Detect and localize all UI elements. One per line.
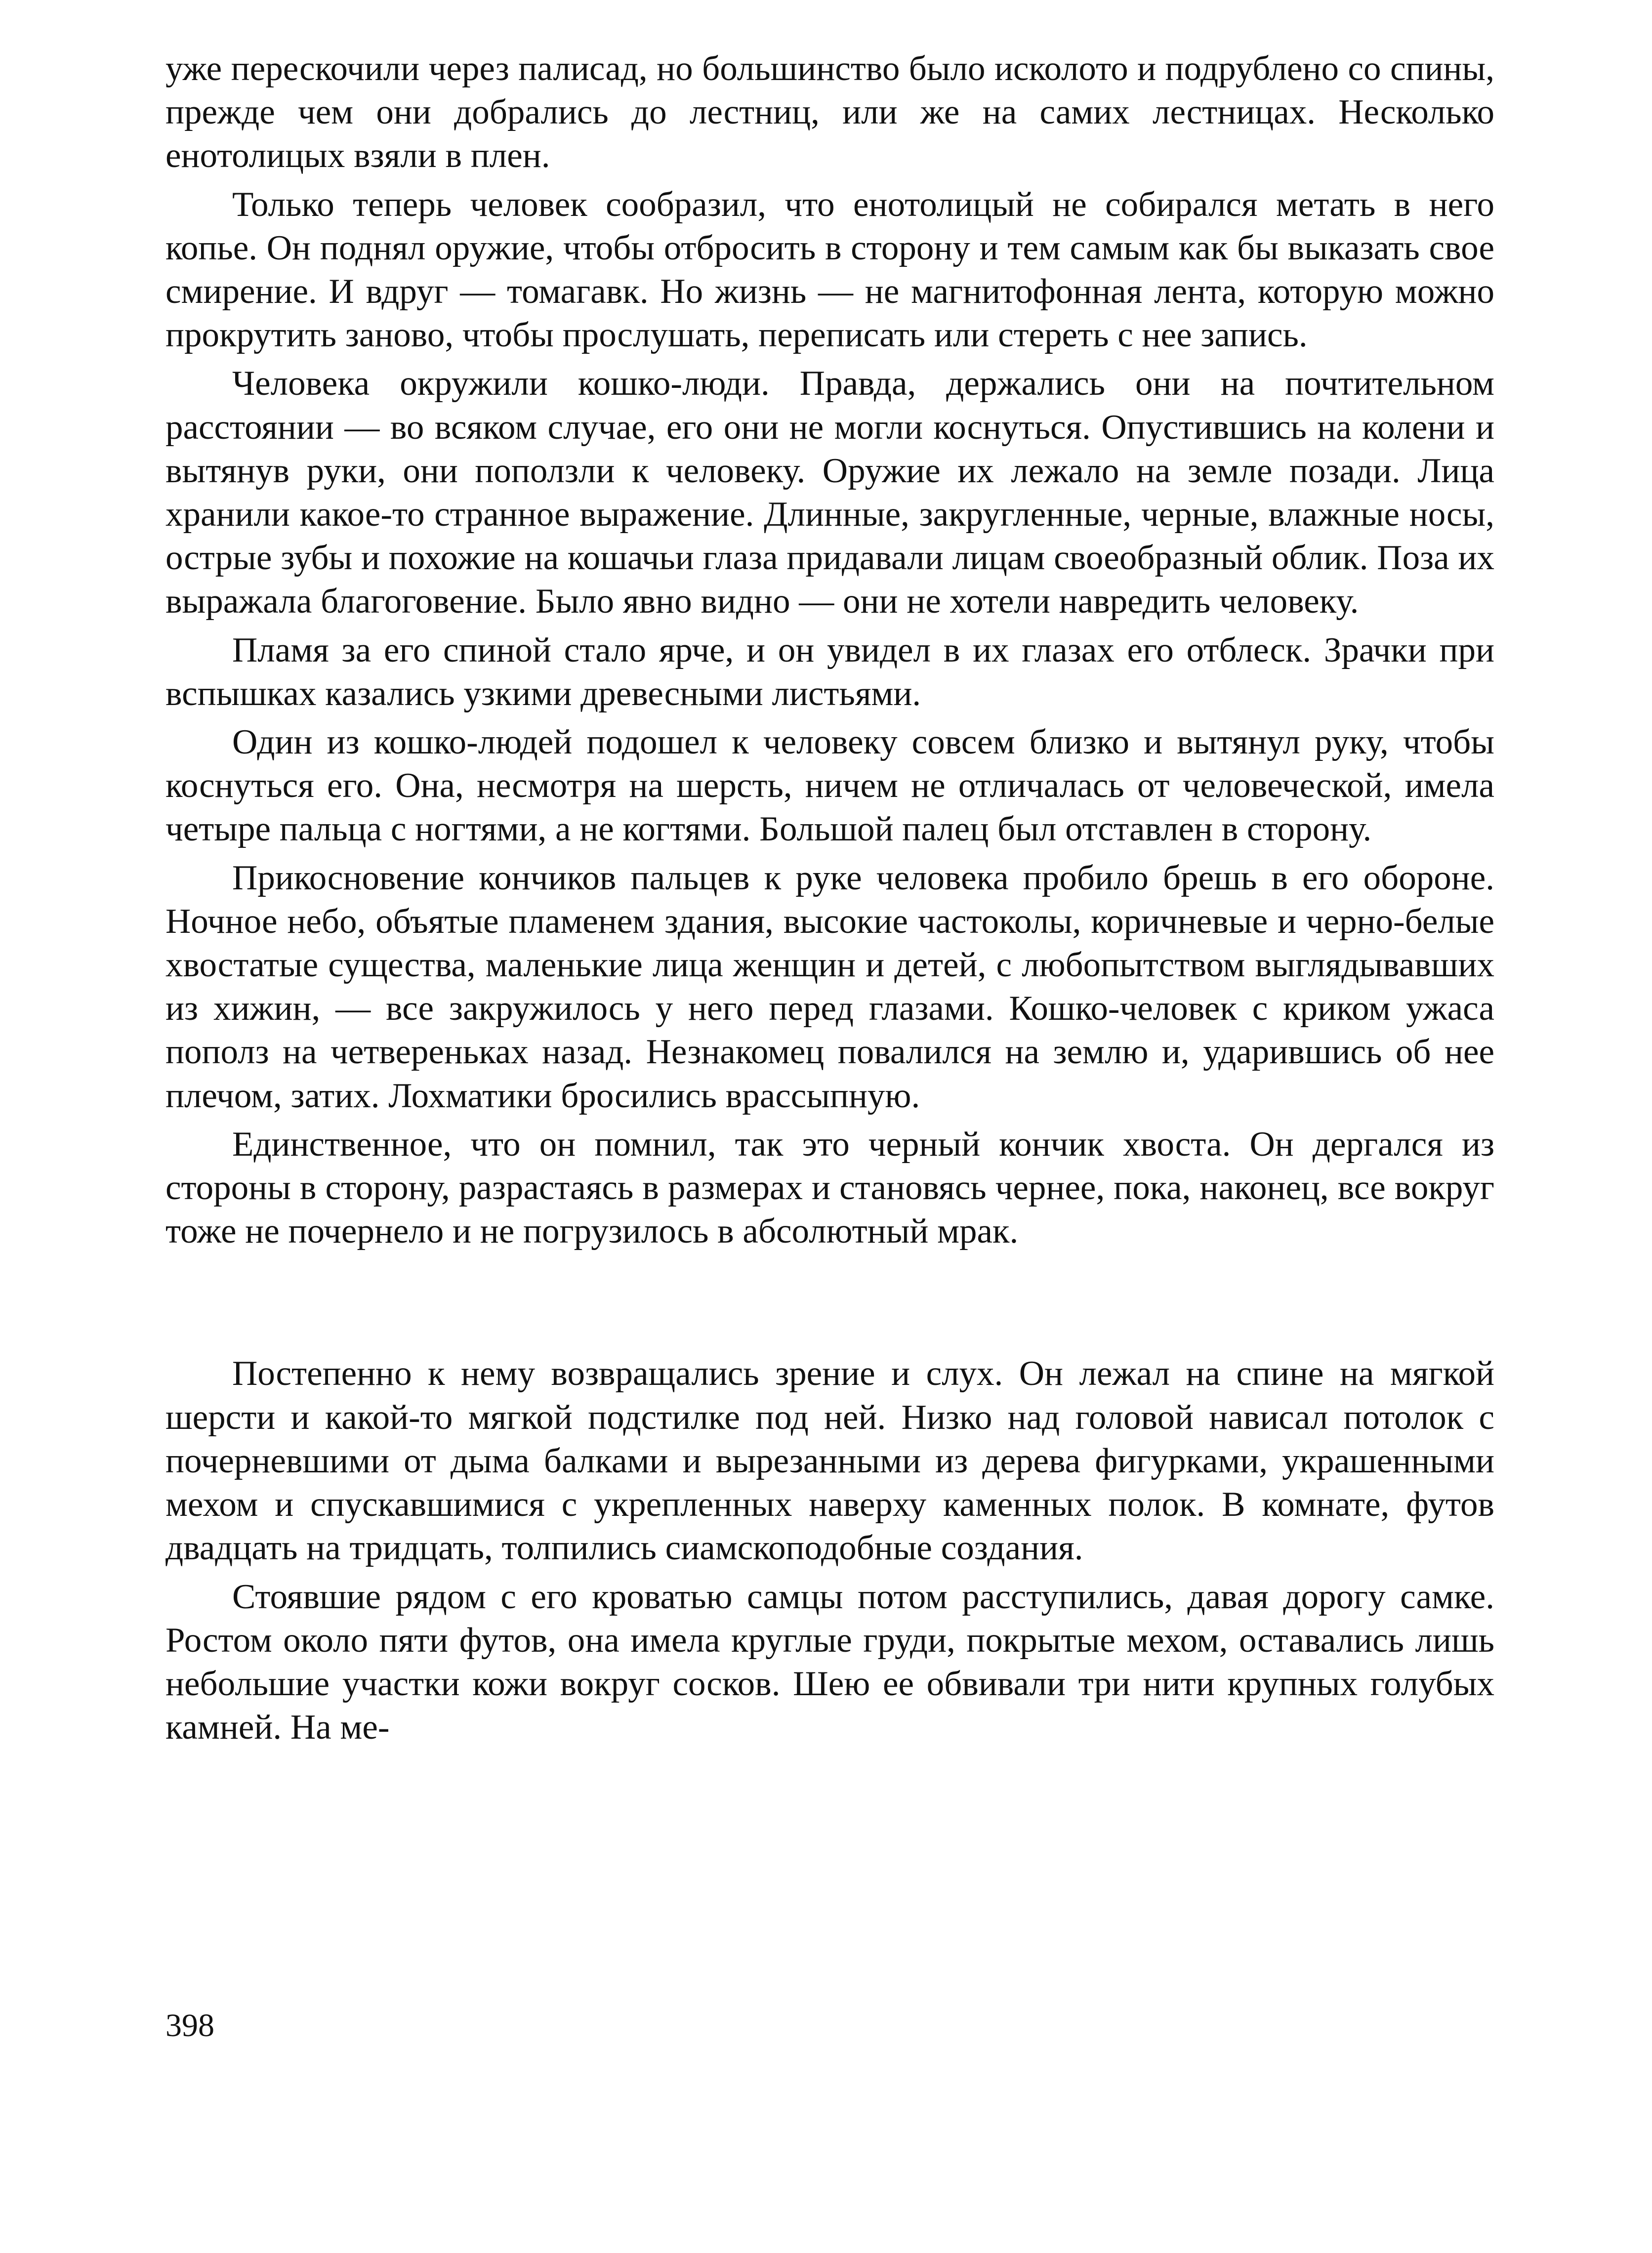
paragraph-7: Единственное, что он помнил, так это черный кончик хвоста. Он дергался из стороны в сторону, разрастаясь в размерах и становясь чернее, пока, наконец, все вокруг тоже не почернело и не погрузилось в абсолютный мрак. xyxy=(165,1125,1494,1251)
paragraph-8-section-start: Постепенно к нему возвращались зрение и слух. Он лежал на спине на мягкой шерсти и какой-то мягкой подстилке под ней. Низко над головой нависал потолок с почерневшими от дыма балками и вырезанными из дерева фигурками, украшенными мехом и спускавшимися с укрепленных наверху каменных полок. В комнате, футов двадцать на тридцать, толпились сиамскоподобные создания. xyxy=(165,1354,1494,1568)
paragraph-3: Человека окружили кошко-люди. Правда, держались они на почтительном расстоянии — во всяком случае, его они не могли коснуться. Опустившись на колени и вытянув руки, они поползли к человеку. Оружие их лежало на земле позади. Лица хранили какое-то странное выражение. Длинные, закругленные, черные, влажные носы, острые зубы и похожие на кошачьи глаза придавали лицам своеобразный облик. Поза их выражала благоговение. Было явно видно — они не хотели навредить человеку. xyxy=(165,364,1494,621)
paragraph-6: Прикосновение кончиков пальцев к руке человека пробило брешь в его обороне. Ночное небо, объятые пламенем здания, высокие частоколы, коричневые и черно-белые хвостатые существа, маленькие лица женщин и детей, с любопытством выглядывавших из хижин, — все закружилось у него перед глазами. Кошко-человек с криком ужаса пополз на четвереньках назад. Незнакомец повалился на землю и, ударившись об нее плечом, затих. Лохматики бросились врассыпную. xyxy=(165,858,1494,1115)
paragraph-4: Пламя за его спиной стало ярче, и он увидел в их глазах его отблеск. Зрачки при вспышках казались узкими древесными листьями. xyxy=(165,630,1494,713)
page-number: 398 xyxy=(165,2007,214,2044)
paragraph-9: Стоявшие рядом с его кроватью самцы потом расступились, давая дорогу самке. Ростом около пяти футов, она имела круглые груди, покрытые мехом, оставались лишь небольшие участки кожи вокруг сосков. Шею ее обвивали три нити крупных голубых камней. На ме- xyxy=(165,1577,1494,1747)
paragraph-2: Только теперь человек сообразил, что енотолицый не собирался метать в него копье. Он поднял оружие, чтобы отбросить в сторону и тем самым как бы выказать свое смирение. И вдруг — томагавк. Но жизнь — не магнитофонная лента, которую можно прокрутить заново, чтобы прослушать, переписать или стереть с нее запись. xyxy=(165,185,1494,355)
paragraph-1: уже перескочили через палисад, но большинство было исколото и подрублено со спины, прежде чем они добрались до лестниц, или же на самих лестницах. Несколько енотолицых взяли в плен. xyxy=(165,49,1494,175)
paragraph-5: Один из кошко-людей подошел к человеку совсем близко и вытянул руку, чтобы коснуться его. Она, несмотря на шерсть, ничем не отличалась от человеческой, имела четыре пальца с ногтями, а не когтями. Большой палец был отставлен в сторону. xyxy=(165,723,1494,849)
body-text xyxy=(165,47,1494,1749)
